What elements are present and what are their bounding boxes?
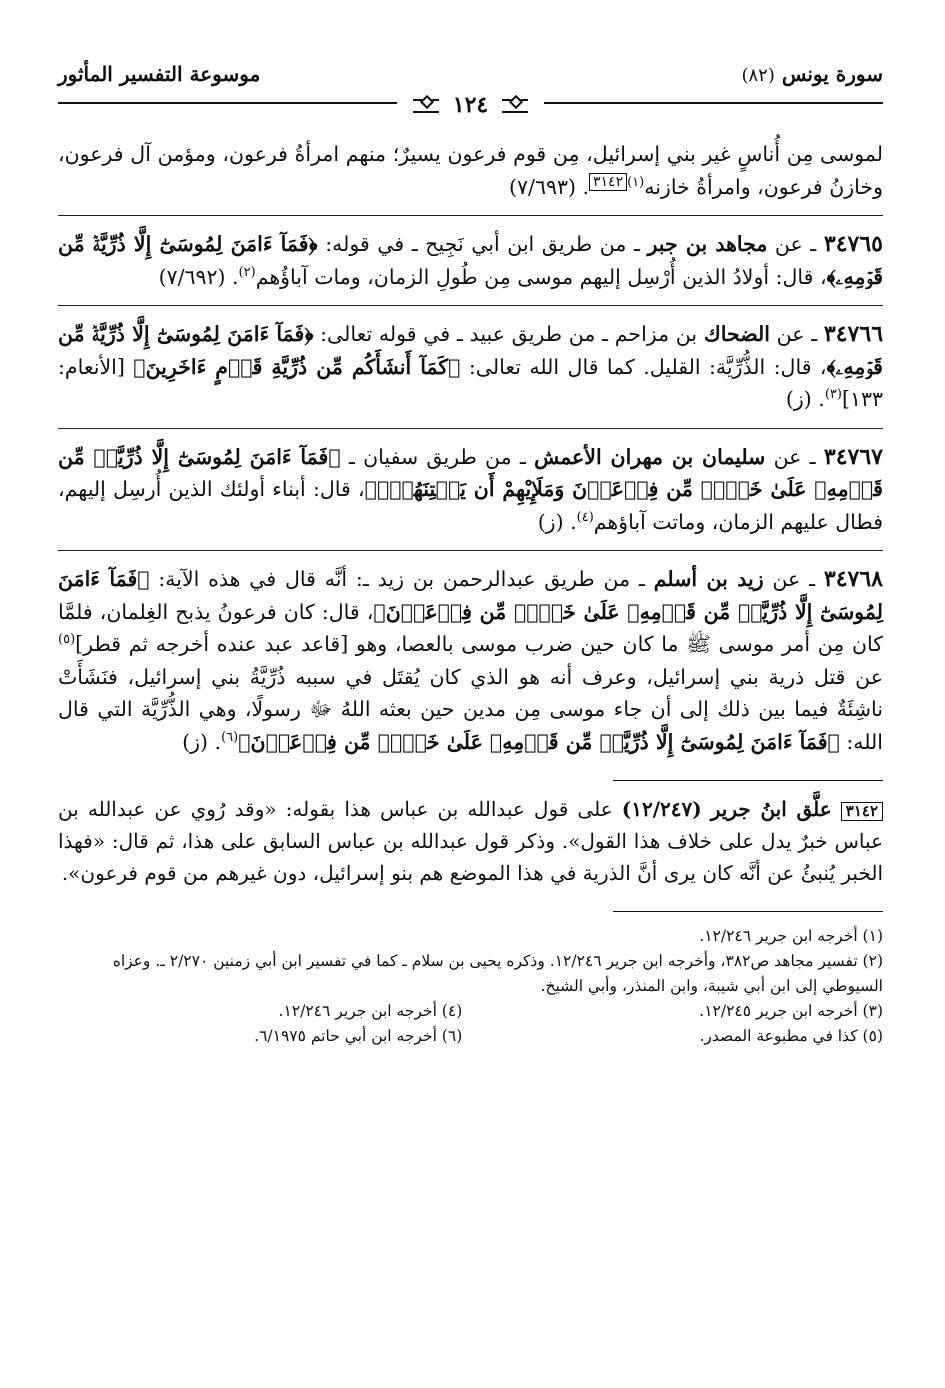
page-header xyxy=(58,58,883,118)
verse-citation: [الأنعام: ١٣٣] xyxy=(58,354,883,411)
quran-verse: ﴿فَمَآ ءَامَنَ لِمُوسَىٰٓ إِلَّا ذُرِّيَّةٞ مِّن قَوۡمِهِۦ﴾ xyxy=(58,232,883,289)
commentary xyxy=(58,793,883,889)
narrator-name: زيد بن أسلم xyxy=(653,567,764,591)
footnote-5: (٥) كذا في مطبوعة المصدر. xyxy=(699,1027,883,1045)
quran-verse: ﴿فَمَآ ءَامَنَ لِمُوسَىٰٓ إِلَّا ذُرِّيَّةٞ مِّن قَوۡمِهِۦ عَلَىٰ خَوۡفٖ مِّن فِرۡعَوۡنَ﴾ xyxy=(58,567,883,624)
narrator-name: الضحاك xyxy=(703,322,770,346)
entry-separator xyxy=(58,305,883,306)
footnote-rule xyxy=(613,911,883,912)
hadith-entry: ٣٤٧٦٥ ـ عن مجاهد بن جبر ـ من طريق ابن أبي نَجِيح ـ في قوله: ﴿فَمَآ ءَامَنَ لِمُوسَىٰٓ إِلَّا ذُرِّيَّةٞ مِّن قَوۡمِهِۦ﴾، قال: أولادُ الذين أُرْسِل إليهم موسى مِن طُولِ الزمان، ومات آباؤُهم$^{(٢)}$. (٧/٦٩٢) xyxy=(58,231,883,289)
page-number-block xyxy=(397,92,544,118)
surah-name: سورة يونس xyxy=(781,62,883,86)
footnote-3: (٣) أخرجه ابن جرير ١٢/٢٤٥. xyxy=(699,1002,883,1020)
hadith-entry: ٣٤٧٦٧ ـ عن سليمان بن مهران الأعمش ـ من طريق سفيان ـ ﴿فَمَآ ءَامَنَ لِمُوسَىٰٓ إِلَّا ذُرِّيَّةٞ مِّن قَوۡمِهِۦ عَلَىٰ خَوۡفٖ مِّن فِرۡعَوۡنَ وَمَلَإِيْهِمْ أَن يَفۡتِنَهُمۡۚ﴾، قال: أبناء أولئك الذين أُرسِل إليهم، فطال عليهم الزمان، وماتت آباؤهم$^{(٤)}$. (ز) xyxy=(58,443,883,534)
comment-tag: ٣١٤٢ xyxy=(589,173,627,191)
narrator-name: مجاهد بن جبر xyxy=(647,232,768,256)
footnote-4: (٤) أخرجه ابن جرير ١٢/٢٤٦. xyxy=(278,1002,463,1020)
commentary-tag: ٣١٤٢ xyxy=(841,802,883,821)
commentary-rule xyxy=(613,780,883,781)
book-title: موسوعة التفسير المأثور xyxy=(58,62,261,86)
footnote-6: (٦) أخرجه ابن أبي حاتم ٦/١٩٧٥. xyxy=(254,1027,463,1045)
footnotes xyxy=(58,924,883,1049)
page xyxy=(58,58,883,1358)
footnote-1: (١) أخرجه ابن جرير ١٢/٢٤٦. xyxy=(699,927,883,945)
entry-continuation: لموسى مِن أُناسٍ غير بني إسرائيل، مِن قوم فرعون يسيرٌ؛ منهم امرأةُ فرعون، ومؤمن آل فرعون، وخازنُ فرعون، وامرأةُ خازنه$^{(١)}$٣١٤٢. (٧/٦٩٣) xyxy=(58,142,883,199)
ayah-ref: (٨٢) xyxy=(741,65,775,86)
footnote-2: (٢) تفسير مجاهد ص٣٨٢، وأخرجه ابن جرير ١٢/٢٤٦. وذكره يحيى بن سلام ـ كما في تفسير ابن أبي زمنين ٢/٢٧٠ ـ. وعزاه السيوطي إلى ابن أبي شيبة، وابن المنذر، وأبي الشيخ. xyxy=(112,952,883,995)
entry-number: ٣٤٧٦٦ xyxy=(823,321,884,347)
quran-verse: ﴿كَمَآ أَنشَأَكُم مِّن ذُرِّيَّةِ قَوۡمٍ ءَاخَرِينَ﴾ xyxy=(133,354,461,379)
entry-separator xyxy=(58,428,883,429)
hadith-entry: ٣٤٧٦٨ ـ عن زيد بن أسلم ـ من طريق عبدالرحمن بن زيد ـ: أنَّه قال في هذه الآية: ﴿فَمَآ ءَامَنَ لِمُوسَىٰٓ إِلَّا ذُرِّيَّةٞ مِّن قَوۡمِهِۦ عَلَىٰ خَوۡفٖ مِّن فِرۡعَوۡنَ﴾، قال: كان فرعونُ يذبح الغِلمان، فلمَّا كان مِن أمر موسى ﷺ ما كان حين ضرب موسى بالعصا، وهو [قاعد عبد عنده أخرجه ثم قطر]$^{(٥)}$ عن قتل ذرية بني إسرائيل، وعرف أنه هو الذي كان يُقتَل في سببه ذُرِّيَّةُ بني إسرائيل، فنَشَأَتْ ناشِئَةٌ فيما بين ذلك إلى أن جاء موسى مِن مدين حين بعثه اللهُ ﷻ رسولًا، وهي الذُّرِّيَّة التي قال الله: ﴿فَمَآ ءَامَنَ لِمُوسَىٰٓ إِلَّا ذُرِّيَّةٞ مِّن قَوۡمِهِۦ عَلَىٰ خَوۡفٖ مِّن فِرۡعَوۡنَ﴾$^{(٦)}$. (ز) xyxy=(58,566,883,754)
commentary-ref: (١٢/٢٤٧) xyxy=(621,797,702,821)
commentary-head: علَّق ابنُ جرير xyxy=(710,797,832,821)
entry-number: ٣٤٧٦٧ xyxy=(823,443,883,470)
entry-number: ٣٤٧٦٥ xyxy=(823,231,883,257)
entry-number: ٣٤٧٦٨ xyxy=(823,566,883,592)
entry-separator xyxy=(58,550,883,551)
ornament-icon xyxy=(502,99,528,113)
commentary-text: على قول عبدالله بن عباس هذا بقوله: «وقد رُوي عن عبدالله بن عباس خبرٌ يدل على خلاف هذا القول». وذكر قول عبدالله بن عباس السابق على هذا، ثم قال: «فهذا الخبر يُنبئُ عن أنَّه كان يرى أنَّ الذرية في هذا الموضع هم بنو إسرائيل، دون غيرهم من قوم فرعون». xyxy=(58,797,883,885)
main-text xyxy=(58,138,883,758)
narrator-name: سليمان بن مهران الأعمش xyxy=(534,444,766,469)
quran-verse: ﴿فَمَآ ءَامَنَ لِمُوسَىٰٓ إِلَّا ذُرِّيَّةٞ مِّن قَوۡمِهِۦ﴾ xyxy=(58,322,883,379)
entry-separator xyxy=(58,215,883,216)
quran-verse: ﴿فَمَآ ءَامَنَ لِمُوسَىٰٓ إِلَّا ذُرِّيَّةٞ مِّن قَوۡمِهِۦ عَلَىٰ خَوۡفٖ مِّن فِرۡعَوۡنَ﴾ xyxy=(238,729,840,754)
hadith-entry: ٣٤٧٦٦ ـ عن الضحاك بن مزاحم ـ من طريق عبيد ـ في قوله تعالى: ﴿فَمَآ ءَامَنَ لِمُوسَىٰٓ إِلَّا ذُرِّيَّةٞ مِّن قَوۡمِهِۦ﴾، قال: الذُّرِّيَّة: القليل. كما قال الله تعالى: ﴿كَمَآ أَنشَأَكُم مِّن ذُرِّيَّةِ قَوۡمٍ ءَاخَرِينَ﴾ [الأنعام: ١٣٣]$^{(٣)}$. (ز) xyxy=(58,321,884,411)
quran-verse: ﴿فَمَآ ءَامَنَ لِمُوسَىٰٓ إِلَّا ذُرِّيَّةٞ مِّن قَوۡمِهِۦ عَلَىٰ خَوۡفٖ مِّن فِرۡعَوۡنَ وَمَلَإِيْهِمْ أَن يَفۡتِنَهُمۡۚ﴾ xyxy=(58,444,883,501)
running-head-surah xyxy=(735,62,883,86)
ornament-icon xyxy=(413,99,439,113)
page-number: ١٢٤ xyxy=(452,92,489,118)
